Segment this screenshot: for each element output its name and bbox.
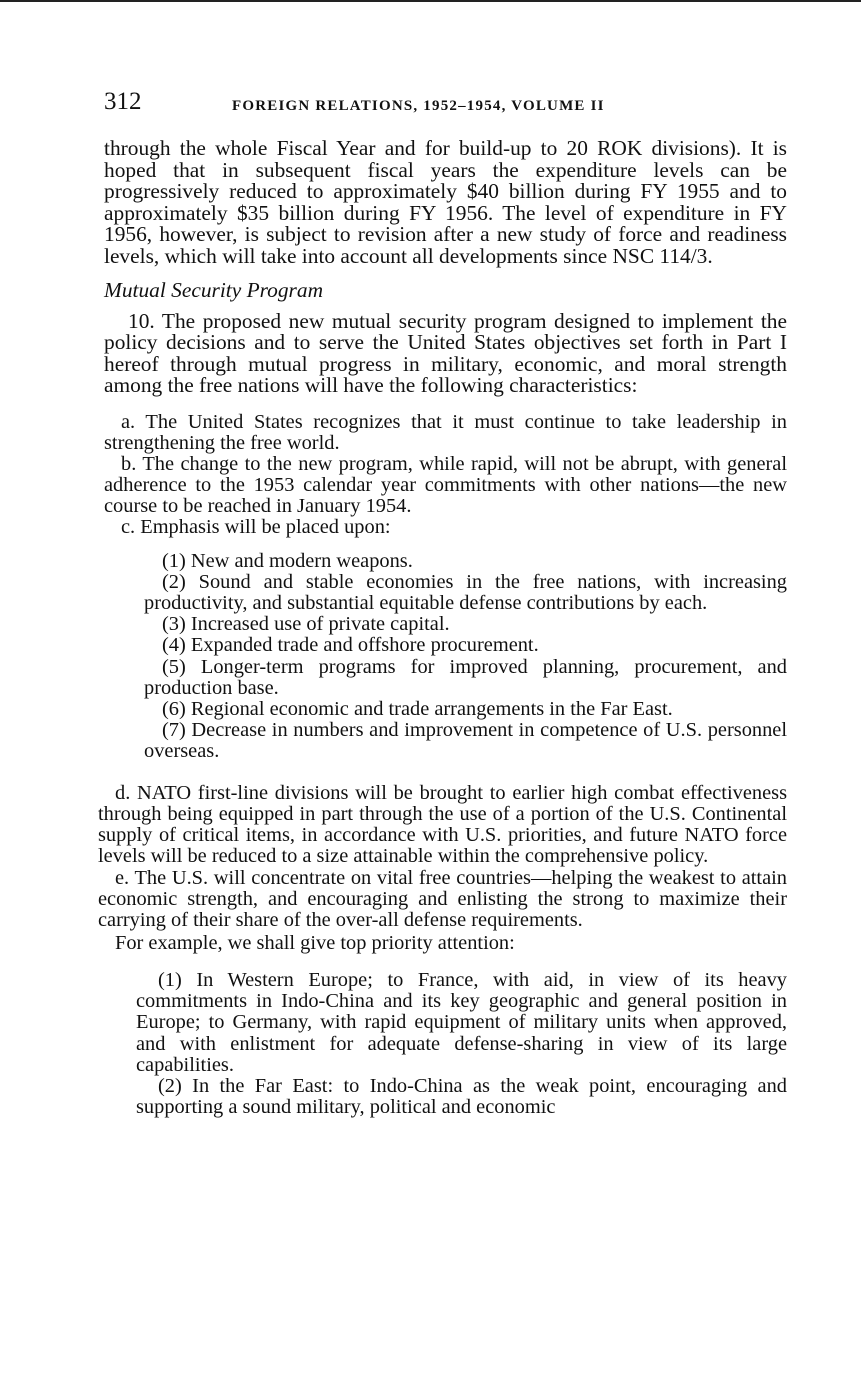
list-item: (7) Decrease in numbers and improvement in competence of U.S. personnel overseas. (144, 719, 787, 763)
list-item: (2) Sound and stable economies in the free nations, with increasing productivity, and substantial equitable defense contributions by each. (144, 570, 787, 614)
section-heading: Mutual Security Program (104, 278, 324, 302)
list-item: (3) Increased use of private capital. (162, 613, 450, 636)
list-item: (5) Longer-term programs for improved planning, procurement, and production base. (144, 655, 787, 699)
paragraph-intro: through the whole Fiscal Year and for build-up to 20 ROK divisions). It is hoped that in subsequent fiscal years the expenditure levels can be progressively reduced to approximately $40 billion during FY 1955 and to approximately $35 billion during FY 1956. The level of expenditure in FY 1956, however, is subject to revision after a new study of force and readiness levels, which will take into account all developments since NSC 114/3. (104, 136, 787, 268)
page-number: 312 (104, 88, 142, 115)
list-item: (6) Regional economic and trade arrangements in the Far East. (162, 697, 673, 720)
subparagraph-e: e. The U.S. will concentrate on vital free countries—helping the weakest to attain economic strength, and encouraging and enlisting the strong to maximize their carrying of their share of the over-all defense requirements. (98, 866, 787, 932)
example-sentence: For example, we shall give top priority attention: (115, 931, 515, 954)
list-item: (1) New and modern weapons. (162, 549, 413, 572)
emphasis-list (144, 551, 787, 763)
list-item: (4) Expanded trade and offshore procurement. (162, 634, 539, 657)
list-item: (1) In Western Europe; to France, with aid, in view of its heavy commitments in Indo-China and its key geographic and general position in Europe; to Germany, with rapid equipment of military units when approved, and with enlistment for adequate defense-sharing in view of its large capabilities. (136, 968, 787, 1076)
subparagraph-group (104, 412, 787, 538)
subparagraph-d: d. NATO first-line divisions will be brought to earlier high combat effectiveness through being equipped in part through the use of a portion of the U.S. Continental supply of critical items, in accordance with U.S. priorities, and future NATO force levels will be reduced to a size attainable within the comprehensive policy. (98, 781, 787, 868)
page-header (104, 88, 784, 122)
subparagraph-c: c. Emphasis will be placed upon: (121, 515, 391, 538)
subparagraph-a: a. The United States recognizes that it must continue to take leadership in strengthening the free world. (104, 410, 787, 454)
priority-list (136, 970, 787, 1118)
page-body (98, 136, 787, 1119)
page-edge (0, 0, 861, 2)
list-item: (2) In the Far East: to Indo-China as the weak point, encouraging and supporting a sound military, political and economic (136, 1074, 787, 1119)
subparagraph-group-de (98, 783, 787, 954)
running-head: FOREIGN RELATIONS, 1952–1954, VOLUME II (232, 98, 605, 114)
subparagraph-b: b. The change to the new program, while rapid, will not be abrupt, with general adherence to the 1953 calendar year commitments with other nations—the new course to be reached in January 1954. (104, 452, 787, 517)
paragraph-10: 10. The proposed new mutual security program designed to implement the policy decisions and to serve the United States objectives set forth in Part I hereof through mutual progress in military, economic, and moral strength among the free nations will have the following characteristics: (104, 308, 787, 397)
